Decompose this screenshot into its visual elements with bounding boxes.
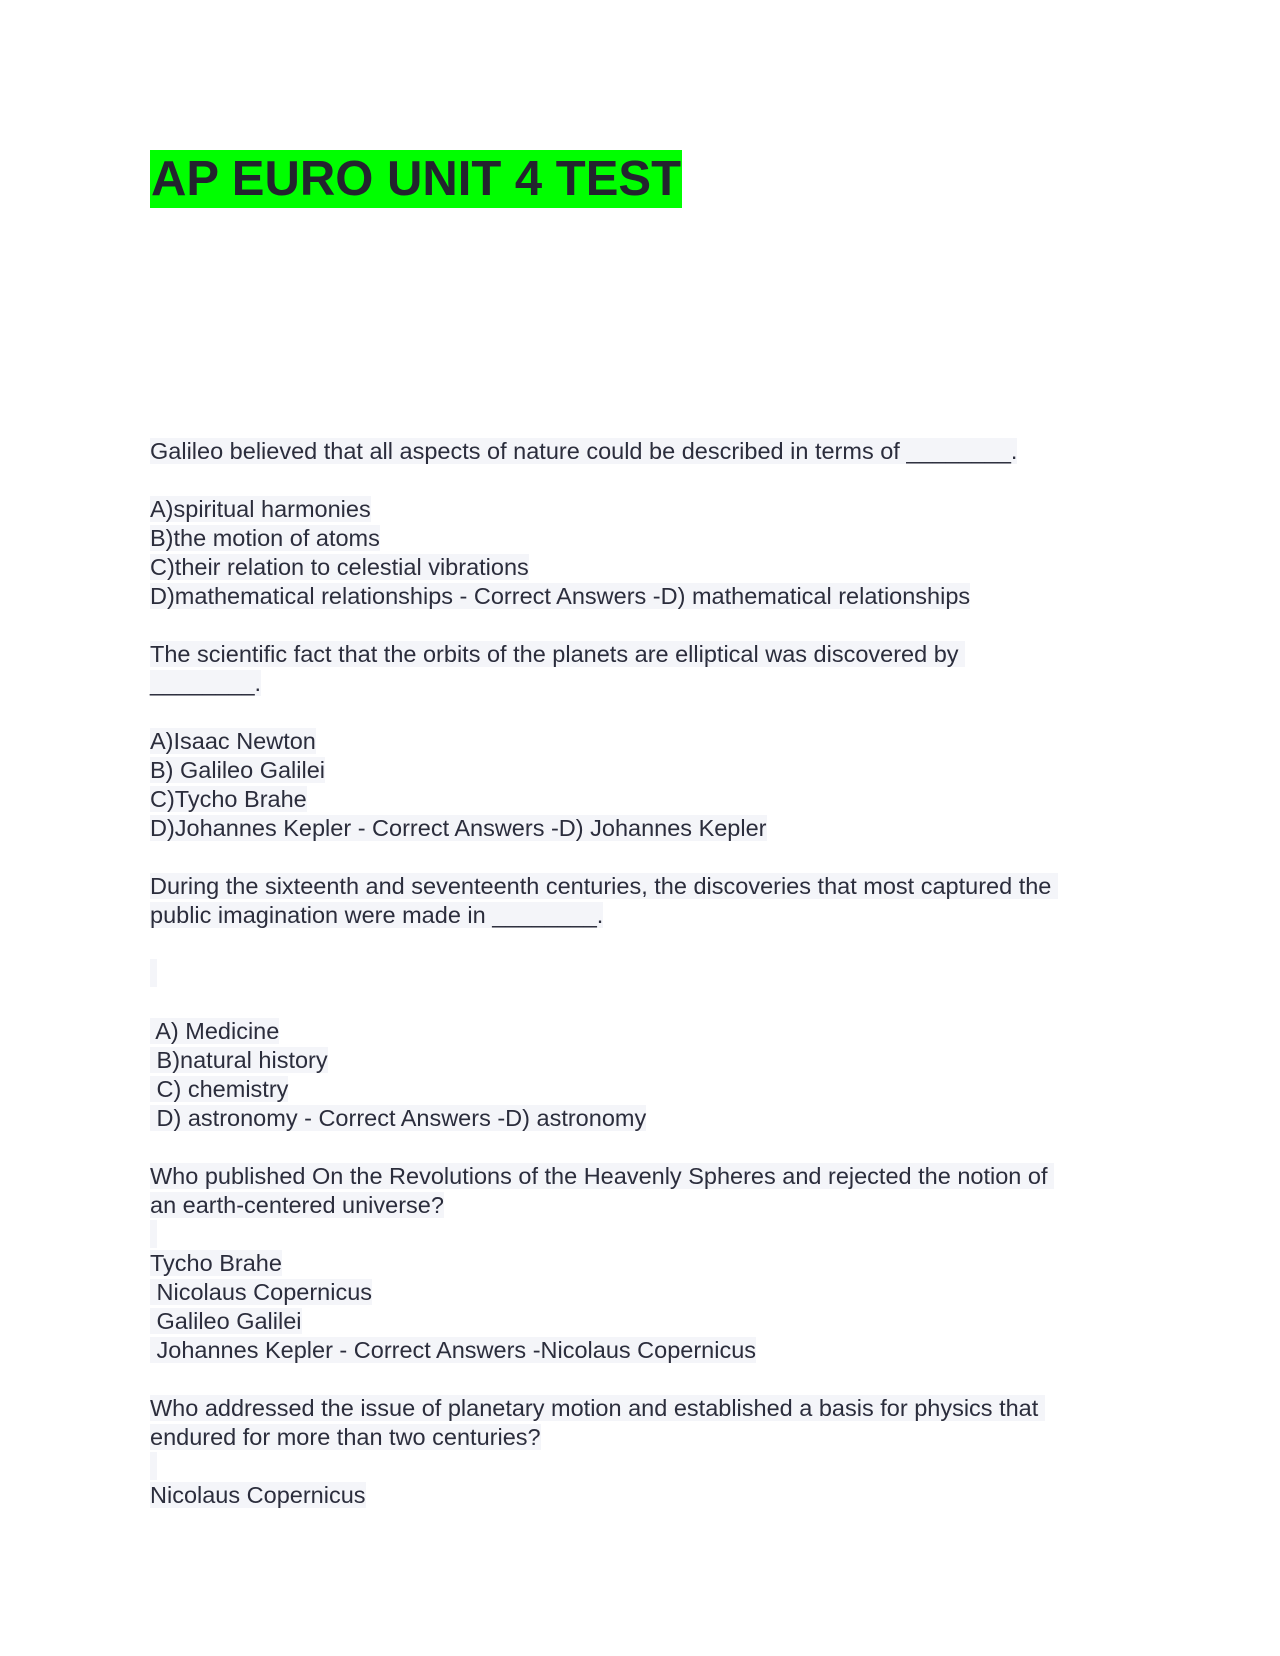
- answer-option-correct: D) astronomy - Correct Answers -D) astronomy: [150, 1105, 647, 1131]
- question-text: endured for more than two centuries?: [150, 1424, 541, 1450]
- question-text: Galileo believed that all aspects of nature could be described in terms of ________.: [150, 438, 1018, 464]
- answer-option: B)the motion of atoms: [150, 525, 380, 551]
- empty-paragraph-mark: [150, 1220, 157, 1248]
- answer-option: A)spiritual harmonies: [150, 496, 371, 522]
- document-page: [150, 0, 1150, 1656]
- question-text: Who addressed the issue of planetary motion and established a basis for physics that: [150, 1395, 1045, 1421]
- answer-option: Nicolaus Copernicus: [150, 1482, 366, 1508]
- answer-option: B) Galileo Galilei: [150, 757, 326, 783]
- question-text: During the sixteenth and seventeenth centuries, the discoveries that most captured the: [150, 873, 1058, 899]
- question-text: ________.: [150, 670, 262, 696]
- answer-option: B)natural history: [150, 1047, 328, 1073]
- question-2: [150, 640, 1150, 843]
- question-5: [150, 1394, 1150, 1510]
- answer-option-correct: Johannes Kepler - Correct Answers -Nicolaus Copernicus: [150, 1337, 757, 1363]
- empty-paragraph-mark: [150, 959, 157, 987]
- question-text: public imagination were made in ________.: [150, 902, 604, 928]
- answer-option: Galileo Galilei: [150, 1308, 302, 1334]
- question-text: Who published On the Revolutions of the Heavenly Spheres and rejected the notion of: [150, 1163, 1055, 1189]
- answer-option: Nicolaus Copernicus: [150, 1279, 373, 1305]
- answer-option: C)their relation to celestial vibrations: [150, 554, 529, 580]
- answer-option-correct: D)mathematical relationships - Correct Answers -D) mathematical relationships: [150, 583, 971, 609]
- question-3: [150, 872, 1150, 1133]
- answer-option: Tycho Brahe: [150, 1250, 282, 1276]
- question-4: [150, 1162, 1150, 1365]
- answer-option: C)Tycho Brahe: [150, 786, 307, 812]
- answer-option-correct: D)Johannes Kepler - Correct Answers -D) Johannes Kepler: [150, 815, 767, 841]
- empty-paragraph-mark: [150, 1452, 157, 1480]
- question-1: [150, 437, 1150, 611]
- answer-option: A) Medicine: [150, 1018, 280, 1044]
- answer-option: C) chemistry: [150, 1076, 289, 1102]
- question-list: [150, 437, 1150, 1510]
- question-text: an earth-centered universe?: [150, 1192, 444, 1218]
- question-text: The scientific fact that the orbits of the planets are elliptical was discovered by: [150, 641, 966, 667]
- page-title: AP EURO UNIT 4 TEST: [151, 152, 682, 206]
- answer-option: A)Isaac Newton: [150, 728, 316, 754]
